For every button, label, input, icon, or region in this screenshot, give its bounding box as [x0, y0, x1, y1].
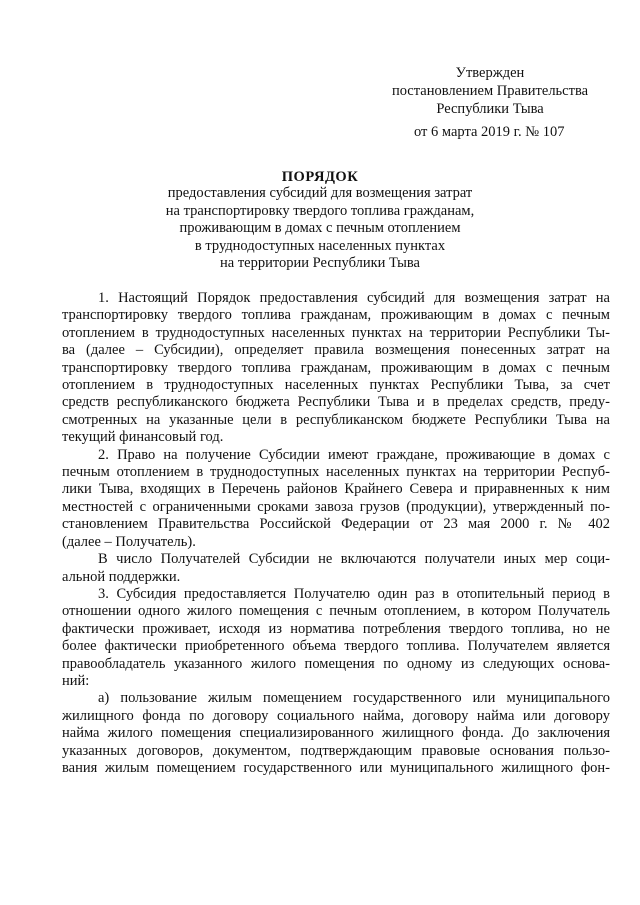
approval-line: постановлением Правительства	[391, 83, 589, 99]
body-line: отоплением в труднодоступных населенных пунктах на территории Республики Ты-	[62, 324, 610, 341]
body-line: а) пользование жилым помещением государственного или муниципального	[98, 690, 610, 707]
body-line: отоплением в труднодоступных населенных пунктах Республики Тыва, за счет	[62, 377, 610, 394]
body-line: указанных договоров, документом, подтверждающим правовые основания пользо-	[62, 742, 610, 759]
body-line: 3. Субсидия предоставляется Получателю один раз в отопительный период в	[98, 585, 610, 602]
body-line: местностей с ограниченными сроками завоза грузов (продукции), утвержденный по-	[62, 498, 610, 515]
body-line: альной поддержки.	[62, 568, 181, 585]
subtitle-line: в труднодоступных населенных пунктах	[194, 237, 446, 254]
subtitle-line: на транспортировку твердого топлива гражданам,	[165, 202, 475, 219]
approval-line: Республики Тыва	[436, 101, 544, 117]
body-line: правообладатель указанного жилого помещения по одному из следующих основа-	[62, 655, 610, 672]
subtitle-line: проживающим в домах с печным отоплением	[179, 220, 461, 237]
body-line: смотренных на указанные цели в республиканском бюджете Республики Тыва на	[62, 411, 610, 428]
document-title: ПОРЯДОК	[281, 169, 359, 185]
body-line: 1. Настоящий Порядок предоставления субсидий для возмещения затрат на	[98, 290, 610, 306]
body-line: средств республиканского бюджета Республики Тыва и в пределах средств, преду-	[62, 394, 610, 411]
approval-line: Утвержден	[455, 65, 525, 81]
document-body	[62, 290, 610, 777]
body-line: (далее – Получатель).	[62, 533, 196, 550]
body-line: найма жилого помещения специализированного жилищного фонда. До заключения	[62, 725, 610, 742]
body-line: транспортировку твердого топлива гражданам, проживающим в домах с печным	[62, 307, 610, 324]
body-line: ва (далее – Субсидии), определяет правила возмещения понесенных затрат на	[62, 342, 610, 359]
approval-date: от 6 марта 2019 г. № 107	[414, 124, 565, 140]
subtitle-line: предоставления субсидий для возмещения затрат	[167, 185, 473, 201]
body-line: более фактически приобретенного объема твердого топлива. Получателем является	[62, 638, 610, 655]
document-subtitle	[0, 185, 640, 273]
body-line: текущий финансовый год.	[62, 429, 224, 446]
body-line: становлением Правительства Российской Федерации от 23 мая 2000 г. № 402	[62, 516, 610, 533]
body-line: жилищного фонда по договору социального найма, договору найма или договору	[62, 707, 610, 724]
body-line: транспортировку твердого топлива гражданам, проживающим в домах с печным	[62, 359, 610, 376]
body-line: отношении одного жилого помещения с печным отоплением, в котором Получатель	[62, 603, 610, 620]
subtitle-line: на территории Республики Тыва	[220, 255, 420, 272]
body-line: вания жилым помещением государственного или муниципального жилищного фон-	[62, 759, 610, 776]
body-line: лики Тыва, входящих в Перечень районов Крайнего Севера и приравненных к ним	[62, 481, 610, 498]
approval-block	[380, 64, 600, 118]
body-line: ний:	[62, 672, 90, 689]
body-line: печным отоплением в труднодоступных населенных пунктах на территории Респуб-	[62, 464, 610, 481]
body-line: В число Получателей Субсидии не включаются получатели иных мер соци-	[98, 551, 610, 568]
body-line: фактически проживает, исходя из норматива потребления твердого топлива, но не	[62, 620, 610, 637]
body-line: 2. Право на получение Субсидии имеют граждане, проживающие в домах с	[98, 446, 610, 463]
